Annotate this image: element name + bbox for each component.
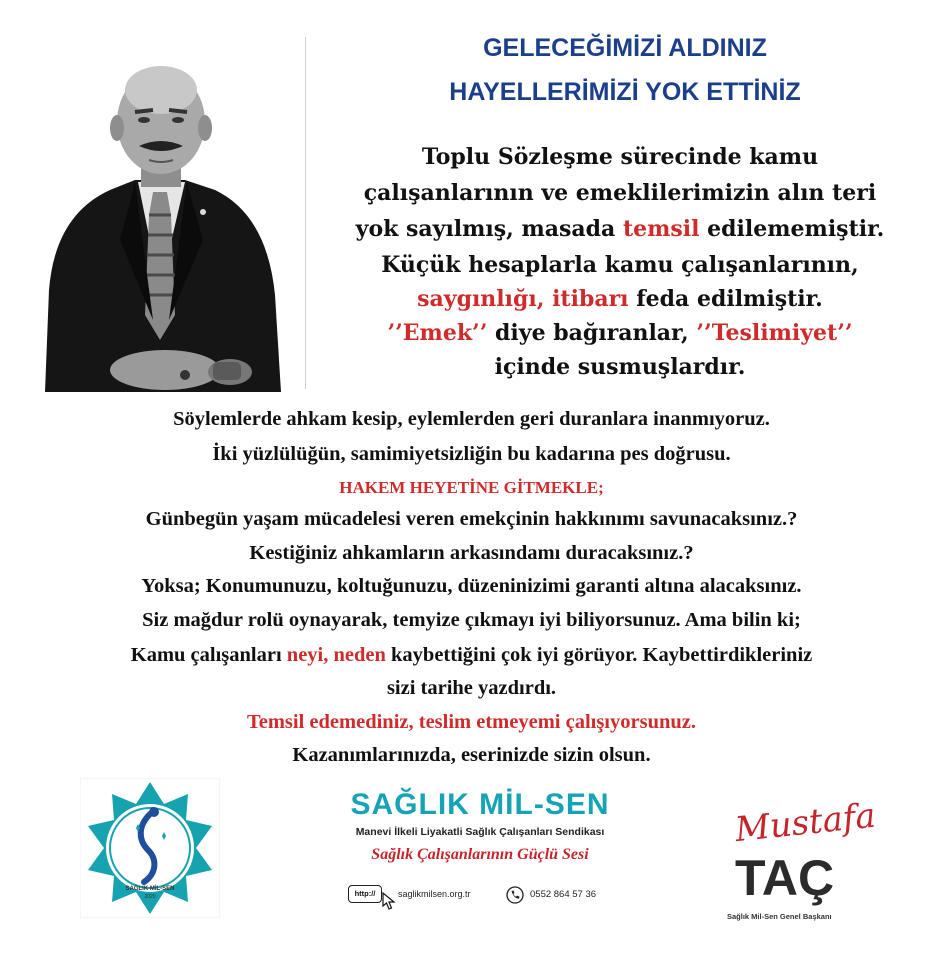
signature-title: Sağlık Mil-Sen Genel Başkanı (727, 912, 832, 921)
badge-text: SAĞLIK MİL-SEN (125, 886, 175, 892)
portrait-photo (35, 40, 285, 392)
signature-surname: TAÇ (735, 850, 835, 906)
body-line-2: İki yüzlülüğün, samimiyetsizliğin bu kadarına pes doğrusu. (212, 443, 731, 465)
cursor-icon (382, 892, 396, 910)
body-line-4: Günbegün yaşam mücadelesi veren emekçinin hakkınımı savunacaksınız.? (145, 508, 798, 530)
highlight-neyi-neden: neyi, neden (286, 644, 386, 666)
website-link[interactable]: saglikmilsen.org.tr (398, 889, 471, 899)
highlight-saygınlık: saygınlığı, itibarı (417, 286, 629, 312)
headline-line-2: HAYELLERİMİZİ YOK ETTİNİZ (449, 78, 801, 106)
union-subtitle: Manevi İlkeli Liyakatli Sağlık Çalışanları Sendikası (355, 826, 605, 838)
badge-year: 2020 (144, 894, 156, 900)
body-line-6: Yoksa; Konumunuzu, koltuğunuzu, düzeninizimi garanti altına alacaksınız. (141, 575, 802, 597)
http-icon: http:// (348, 885, 382, 903)
phone-number: 0552 864 57 36 (530, 889, 597, 900)
highlight-emek: ’’Emek’’ (387, 320, 488, 346)
highlight-teslimiyet: ’’Teslimiyet’’ (696, 320, 853, 346)
body-line-8: Kamu çalışanları neyi, neden kaybettiğini çok iyi görüyor. Kaybettirdikleriniz (130, 644, 813, 666)
divider-line (305, 37, 306, 389)
intro-line-3: yok sayılmış, masada temsil edilememiştir. (355, 216, 885, 242)
body-line-10: Temsil edemediniz, teslim etmeyemi çalışıyorsunuz. (246, 711, 697, 733)
body-line-11: Kazanımlarınızda, eserinizde sizin olsun. (292, 744, 651, 766)
union-name: SAĞLIK MİL-SEN (350, 788, 610, 821)
president-signature (725, 795, 880, 945)
svg-text:Mustafa: Mustafa (733, 795, 878, 851)
intro-line-7: içinde susmuşlardır. (494, 354, 746, 380)
intro-line-2: çalışanlarının ve emeklilerimizin alın teri (363, 180, 877, 206)
intro-line-1: Toplu Sözleşme sürecinde kamu (421, 144, 819, 170)
highlight-temsil: temsil (622, 216, 700, 242)
intro-line-6: ’’Emek’’ diye bağıranlar, ’’Teslimiyet’’ (387, 320, 853, 346)
body-line-3: HAKEM HEYETİNE GİTMEKLE; (339, 478, 604, 497)
union-slogan: Sağlık Çalışanlarının Güçlü Sesi (371, 846, 589, 863)
union-badge-logo (80, 778, 220, 918)
body-line-5: Kestiğiniz ahkamların arkasındamı duracaksınız.? (249, 542, 694, 564)
intro-line-5: saygınlığı, itibarı feda edilmiştir. (417, 286, 823, 312)
body-line-9: sizi tarihe yazdırdı. (386, 677, 557, 699)
body-line-7: Siz mağdur rolü oynayarak, temyize çıkmayı iyi biliyorsunuz. Ama bilin ki; (142, 609, 801, 631)
phone-icon (506, 886, 524, 904)
intro-line-4: Küçük hesaplarla kamu çalışanlarının, (381, 252, 859, 278)
body-line-1: Söylemlerde ahkam kesip, eylemlerden geri duranlara inanmıyoruz. (173, 408, 770, 430)
headline-line-1: GELECEĞİMİZİ ALDINIZ (483, 34, 767, 62)
